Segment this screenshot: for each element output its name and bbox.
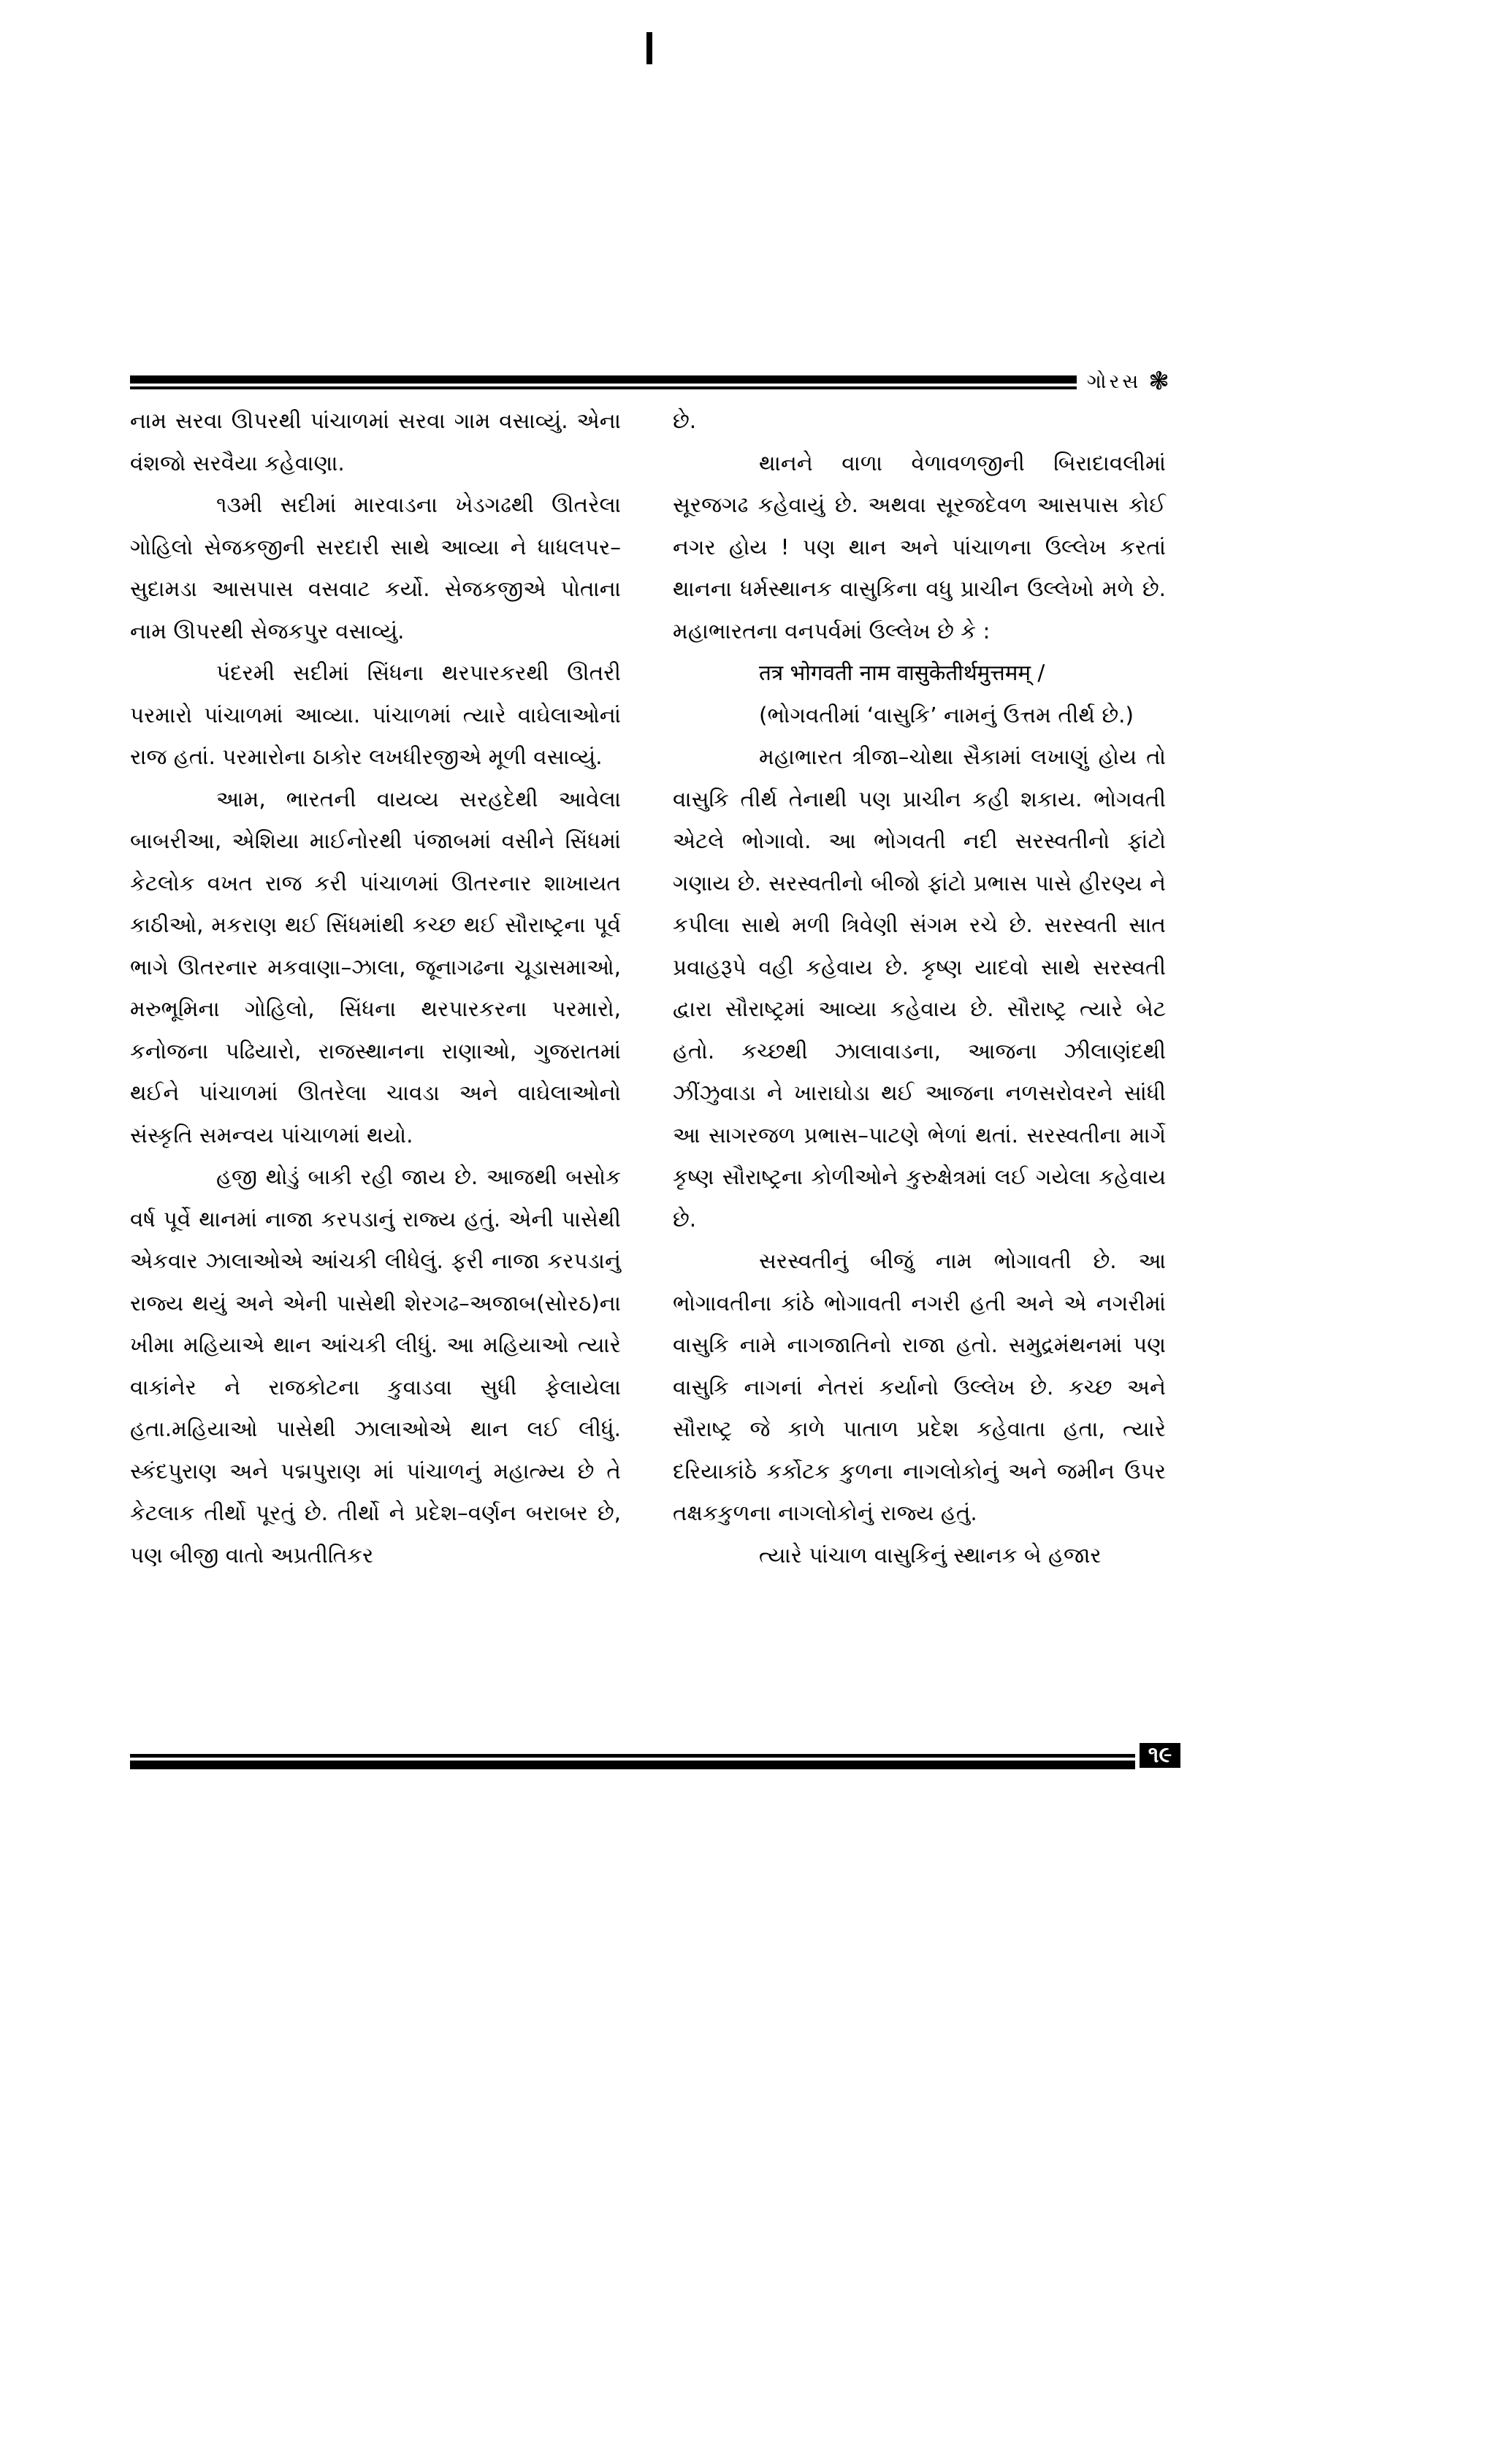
paragraph: પંદરમી સદીમાં સિંધના થરપારકરથી ઊતરી પરમારો પાંચાળમાં આવ્યા. પાંચાળમાં ત્યારે વાઘેલાઓનાં રાજ હતાં. પરમારોના ઠાકોર લખધીરજીએ મૂળી વસાવ્યું. xyxy=(130,660,621,769)
right-column xyxy=(673,400,1166,1576)
paragraph: ૧૩મી સદીમાં મારવાડના ખેડગઢથી ઊતરેલા ગોહિલો સેજકજીની સરદારી સાથે આવ્યા ને ધાધલપર–સુદામડા આસપાસ વસવાટ કર્યો. સેજકજીએ પોતાના નામ ઊપરથી સેજકપુર વસાવ્યું. xyxy=(130,492,621,644)
flower-ornament-icon: ❃ xyxy=(1148,367,1172,396)
footer-rule xyxy=(130,1754,1135,1769)
paragraph: છે. xyxy=(673,408,697,433)
left-column xyxy=(130,400,621,1576)
running-title: ગોરસ xyxy=(1087,370,1142,393)
paragraph: સરસ્વતીનું બીજું નામ ભોગાવતી છે. આ ભોગાવતીના કાંઠે ભોગાવતી નગરી હતી અને એ નગરીમાં વાસુકિ નામે નાગજાતિનો રાજા હતો. સમુદ્રમંથનમાં પણ વાસુકિ નાગનાં નેતરાં કર્યાનો ઉલ્લેખ છે. કચ્છ અને સૌરાષ્ટ્ર જે કાળે પાતાળ પ્રદેશ કહેવાતા હતા, ત્યારે દરિયાકાંઠે કર્કોટક કુળના નાગલોકોનું અને જમીન ઉપર તક્ષકકુળના નાગલોકોનું રાજ્ય હતું. xyxy=(673,1248,1166,1525)
verse-translation: (ભોગવતીમાં ‘વાસુકિ’ નામનું ઉત્તમ તીર્થ છે.) xyxy=(759,702,1134,728)
paragraph: ત્યારે પાંચાળ વાસુકિનું સ્થાનક બે હજાર xyxy=(759,1542,1102,1568)
paragraph: આમ, ભારતની વાયવ્ય સરહદેથી આવેલા બાબરીઆ, એશિયા માઈનોરથી પંજાબમાં વસીને સિંધમાં કેટલોક વખત રાજ કરી પાંચાળમાં ઊતરનાર શાખાયત કાઠીઓ, મકરાણ થઈ સિંધમાંથી કચ્છ થઈ સૌરાષ્ટ્રના પૂર્વ ભાગે ઊતરનાર મકવાણા–ઝાલા, જૂનાગઢના ચૂડાસમાઓ, મરુભૂમિના ગોહિલો, સિંધના થરપારકરના પરમારો, કનોજના પઢિયારો, રાજસ્થાનના રાણાઓ, ગુજરાતમાં થઈને પાંચાળમાં ઊતરેલા ચાવડા અને વાઘેલાઓનો સંસ્કૃતિ સમન્વય પાંચાળમાં થયો. xyxy=(130,786,621,1148)
paragraph: થાનને વાળા વેળાવળજીની બિરાદાવલીમાં સૂરજગઢ કહેવાયું છે. અથવા સૂરજદેવળ આસપાસ કોઈ નગર હોય ! પણ થાન અને પાંચાળના ઉલ્લેખ કરતાં થાનના ધર્મસ્થાનક વાસુકિના વધુ પ્રાચીન ઉલ્લેખો મળે છે. મહાભારતના વનપર્વમાં ઉલ્લેખ છે કે : xyxy=(673,450,1166,644)
paragraph: હજી થોડું બાકી રહી જાય છે. આજથી બસોક વર્ષ પૂર્વે થાનમાં નાજા કરપડાનું રાજ્ય હતું. એની પાસેથી એકવાર ઝાલાઓએ આંચકી લીધેલું. ફરી નાજા કરપડાનું રાજ્ય થયું અને એની પાસેથી શેરગઢ–અજાબ(સોરઠ)ના ખીમા મહિયાએ થાન આંચકી લીધું. આ મહિયાઓ ત્યારે વાકાંનેર ને રાજકોટના કુવાડવા સુધી ફેલાયેલા હતા.મહિયાઓ પાસેથી ઝાલાઓએ થાન લઈ લીધું. સ્કંદપુરાણ અને પદ્મપુરાણ માં પાંચાળનું મહાત્મ્ય છે તે કેટલાક તીર્થો પૂરતું છે. તીર્થો ને પ્રદેશ–વર્ણન બરાબર છે, પણ બીજી વાતો અપ્રતીતિકર xyxy=(130,1164,621,1568)
header-rule xyxy=(130,375,1077,389)
running-head xyxy=(1087,367,1172,397)
sanskrit-verse: तत्र भोगवती नाम वासुकेतीर्थमुत्तमम् / xyxy=(759,660,1045,685)
paragraph: મહાભારત ત્રીજા–ચોથા સૈકામાં લખાણું હોય તો વાસુકિ તીર્થ તેનાથી પણ પ્રાચીન કહી શકાય. ભોગવતી એટલે ભોગાવો. આ ભોગવતી નદી સરસ્વતીનો ફાંટો ગણાય છે. સરસ્વતીનો બીજો ફાંટો પ્રભાસ પાસે હીરણ્ય ને કપીલા સાથે મળી ત્રિવેણી સંગમ રચે છે. સરસ્વતી સાત પ્રવાહરૂપે વહી કહેવાય છે. કૃષ્ણ યાદવો સાથે સરસ્વતી દ્વારા સૌરાષ્ટ્રમાં આવ્યા કહેવાય છે. સૌરાષ્ટ્ર ત્યારે બેટ હતો. કચ્છથી ઝાલાવાડના, આજના ઝીલાણંદથી ઝીંઝુવાડા ને ખારાઘોડા થઈ આજના નળસરોવરને સાંધી આ સાગરજળ પ્રભાસ–પાટણે ભેળાં થતાં. સરસ્વતીના માર્ગે કૃષ્ણ સૌરાષ્ટ્રના કોળીઓને કુરુક્ષેત્રમાં લઈ ગયેલા કહેવાય છે. xyxy=(673,744,1166,1232)
paragraph: નામ સરવા ઊપરથી પાંચાળમાં સરવા ગામ વસાવ્યું. એના વંશજો સરવૈયા કહેવાણા. xyxy=(130,408,621,476)
crop-mark xyxy=(646,32,652,64)
page-number: ૧૯ xyxy=(1140,1743,1180,1768)
